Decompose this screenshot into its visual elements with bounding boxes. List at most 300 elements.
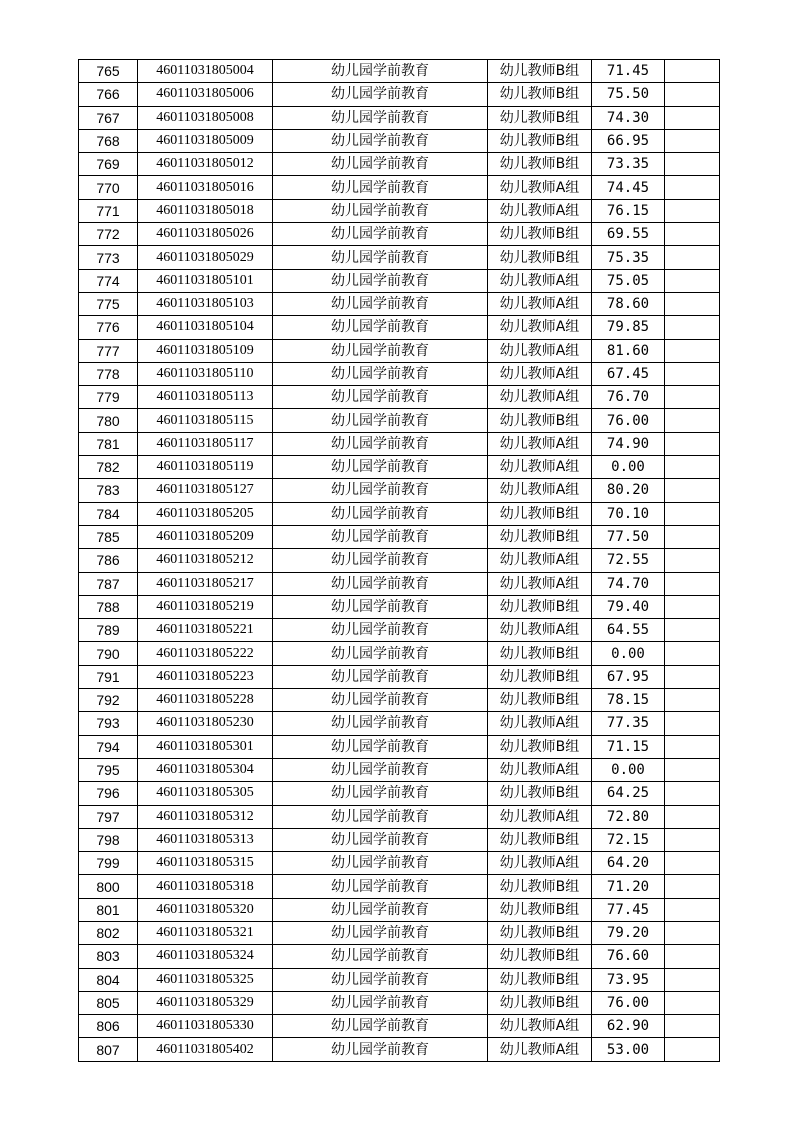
candidate-id: 46011031805104 [138, 316, 273, 339]
table-row [79, 712, 720, 735]
group-cell: 幼儿教师A组 [488, 176, 592, 199]
row-number: 773 [79, 246, 138, 269]
candidate-id: 46011031805127 [138, 479, 273, 502]
subject-cell: 幼儿园学前教育 [273, 1038, 488, 1061]
table-row [79, 852, 720, 875]
candidate-id: 46011031805004 [138, 60, 273, 83]
candidate-id: 46011031805228 [138, 689, 273, 712]
group-cell: 幼儿教师A组 [488, 1015, 592, 1038]
subject-cell: 幼儿园学前教育 [273, 316, 488, 339]
subject-cell: 幼儿园学前教育 [273, 223, 488, 246]
score-cell: 76.00 [592, 991, 665, 1014]
candidate-id: 46011031805321 [138, 921, 273, 944]
subject-cell: 幼儿园学前教育 [273, 432, 488, 455]
table-row [79, 129, 720, 152]
candidate-id: 46011031805012 [138, 153, 273, 176]
row-number: 801 [79, 898, 138, 921]
table-row [79, 665, 720, 688]
remark-cell [665, 339, 720, 362]
score-cell: 79.20 [592, 921, 665, 944]
candidate-id: 46011031805221 [138, 619, 273, 642]
row-number: 789 [79, 619, 138, 642]
table-row [79, 1015, 720, 1038]
row-number: 793 [79, 712, 138, 735]
row-number: 804 [79, 968, 138, 991]
table-row [79, 1038, 720, 1061]
row-number: 790 [79, 642, 138, 665]
candidate-id: 46011031805209 [138, 525, 273, 548]
candidate-id: 46011031805115 [138, 409, 273, 432]
row-number: 769 [79, 153, 138, 176]
group-cell: 幼儿教师B组 [488, 828, 592, 851]
score-cell: 81.60 [592, 339, 665, 362]
candidate-id: 46011031805109 [138, 339, 273, 362]
table-row [79, 456, 720, 479]
group-cell: 幼儿教师B组 [488, 898, 592, 921]
row-number: 781 [79, 432, 138, 455]
candidate-id: 46011031805006 [138, 83, 273, 106]
remark-cell [665, 945, 720, 968]
score-cell: 71.20 [592, 875, 665, 898]
remark-cell [665, 572, 720, 595]
row-number: 805 [79, 991, 138, 1014]
subject-cell: 幼儿园学前教育 [273, 642, 488, 665]
group-cell: 幼儿教师B组 [488, 83, 592, 106]
candidate-id: 46011031805008 [138, 106, 273, 129]
row-number: 803 [79, 945, 138, 968]
score-cell: 0.00 [592, 456, 665, 479]
candidate-id: 46011031805324 [138, 945, 273, 968]
group-cell: 幼儿教师B组 [488, 129, 592, 152]
subject-cell: 幼儿园学前教育 [273, 968, 488, 991]
group-cell: 幼儿教师B组 [488, 595, 592, 618]
row-number: 778 [79, 362, 138, 385]
subject-cell: 幼儿园学前教育 [273, 269, 488, 292]
subject-cell: 幼儿园学前教育 [273, 106, 488, 129]
score-cell: 76.00 [592, 409, 665, 432]
subject-cell: 幼儿园学前教育 [273, 805, 488, 828]
score-cell: 71.15 [592, 735, 665, 758]
group-cell: 幼儿教师B组 [488, 106, 592, 129]
table-row [79, 945, 720, 968]
score-cell: 62.90 [592, 1015, 665, 1038]
row-number: 800 [79, 875, 138, 898]
group-cell: 幼儿教师A组 [488, 362, 592, 385]
row-number: 776 [79, 316, 138, 339]
row-number: 791 [79, 665, 138, 688]
row-number: 806 [79, 1015, 138, 1038]
subject-cell: 幼儿园学前教育 [273, 479, 488, 502]
subject-cell: 幼儿园学前教育 [273, 60, 488, 83]
score-cell: 74.70 [592, 572, 665, 595]
remark-cell [665, 549, 720, 572]
row-number: 767 [79, 106, 138, 129]
group-cell: 幼儿教师A组 [488, 316, 592, 339]
candidate-id: 46011031805402 [138, 1038, 273, 1061]
subject-cell: 幼儿园学前教育 [273, 758, 488, 781]
remark-cell [665, 83, 720, 106]
row-number: 787 [79, 572, 138, 595]
subject-cell: 幼儿园学前教育 [273, 782, 488, 805]
subject-cell: 幼儿园学前教育 [273, 199, 488, 222]
table-row [79, 619, 720, 642]
score-cell: 0.00 [592, 642, 665, 665]
candidate-id: 46011031805119 [138, 456, 273, 479]
row-number: 768 [79, 129, 138, 152]
row-number: 783 [79, 479, 138, 502]
remark-cell [665, 246, 720, 269]
score-cell: 73.35 [592, 153, 665, 176]
candidate-id: 46011031805117 [138, 432, 273, 455]
row-number: 772 [79, 223, 138, 246]
candidate-id: 46011031805329 [138, 991, 273, 1014]
row-number: 792 [79, 689, 138, 712]
remark-cell [665, 269, 720, 292]
row-number: 795 [79, 758, 138, 781]
subject-cell: 幼儿园学前教育 [273, 246, 488, 269]
group-cell: 幼儿教师A组 [488, 292, 592, 315]
remark-cell [665, 409, 720, 432]
candidate-id: 46011031805217 [138, 572, 273, 595]
group-cell: 幼儿教师A组 [488, 456, 592, 479]
subject-cell: 幼儿园学前教育 [273, 828, 488, 851]
remark-cell [665, 316, 720, 339]
remark-cell [665, 642, 720, 665]
remark-cell [665, 153, 720, 176]
score-cell: 78.15 [592, 689, 665, 712]
table-row [79, 642, 720, 665]
table-row [79, 898, 720, 921]
group-cell: 幼儿教师B组 [488, 875, 592, 898]
subject-cell: 幼儿园学前教育 [273, 362, 488, 385]
remark-cell [665, 525, 720, 548]
subject-cell: 幼儿园学前教育 [273, 153, 488, 176]
score-cell: 79.40 [592, 595, 665, 618]
subject-cell: 幼儿园学前教育 [273, 339, 488, 362]
score-cell: 72.15 [592, 828, 665, 851]
subject-cell: 幼儿园学前教育 [273, 595, 488, 618]
group-cell: 幼儿教师B组 [488, 945, 592, 968]
score-cell: 0.00 [592, 758, 665, 781]
remark-cell [665, 362, 720, 385]
table-row [79, 991, 720, 1014]
group-cell: 幼儿教师B组 [488, 735, 592, 758]
subject-cell: 幼儿园学前教育 [273, 572, 488, 595]
score-cell: 64.55 [592, 619, 665, 642]
group-cell: 幼儿教师A组 [488, 758, 592, 781]
score-cell: 77.45 [592, 898, 665, 921]
candidate-id: 46011031805009 [138, 129, 273, 152]
subject-cell: 幼儿园学前教育 [273, 502, 488, 525]
score-cell: 76.60 [592, 945, 665, 968]
remark-cell [665, 176, 720, 199]
score-cell: 76.70 [592, 386, 665, 409]
row-number: 796 [79, 782, 138, 805]
candidate-id: 46011031805325 [138, 968, 273, 991]
table-row [79, 199, 720, 222]
candidate-id: 46011031805110 [138, 362, 273, 385]
remark-cell [665, 991, 720, 1014]
subject-cell: 幼儿园学前教育 [273, 852, 488, 875]
table-row [79, 572, 720, 595]
group-cell: 幼儿教师B组 [488, 642, 592, 665]
candidate-id: 46011031805312 [138, 805, 273, 828]
remark-cell [665, 619, 720, 642]
candidate-id: 46011031805205 [138, 502, 273, 525]
remark-cell [665, 595, 720, 618]
remark-cell [665, 223, 720, 246]
remark-cell [665, 735, 720, 758]
row-number: 786 [79, 549, 138, 572]
score-cell: 77.35 [592, 712, 665, 735]
remark-cell [665, 665, 720, 688]
remark-cell [665, 129, 720, 152]
remark-cell [665, 456, 720, 479]
subject-cell: 幼儿园学前教育 [273, 991, 488, 1014]
subject-cell: 幼儿园学前教育 [273, 456, 488, 479]
remark-cell [665, 712, 720, 735]
row-number: 797 [79, 805, 138, 828]
subject-cell: 幼儿园学前教育 [273, 129, 488, 152]
table-row [79, 60, 720, 83]
candidate-id: 46011031805304 [138, 758, 273, 781]
table-row [79, 828, 720, 851]
row-number: 799 [79, 852, 138, 875]
candidate-id: 46011031805026 [138, 223, 273, 246]
table-row [79, 689, 720, 712]
score-cell: 67.45 [592, 362, 665, 385]
group-cell: 幼儿教师A组 [488, 432, 592, 455]
remark-cell [665, 199, 720, 222]
candidate-id: 46011031805113 [138, 386, 273, 409]
remark-cell [665, 60, 720, 83]
row-number: 788 [79, 595, 138, 618]
score-table-body [79, 60, 720, 1062]
table-row [79, 223, 720, 246]
group-cell: 幼儿教师A组 [488, 572, 592, 595]
subject-cell: 幼儿园学前教育 [273, 689, 488, 712]
group-cell: 幼儿教师B组 [488, 525, 592, 548]
score-cell: 71.45 [592, 60, 665, 83]
subject-cell: 幼儿园学前教育 [273, 898, 488, 921]
table-row [79, 83, 720, 106]
subject-cell: 幼儿园学前教育 [273, 1015, 488, 1038]
score-cell: 66.95 [592, 129, 665, 152]
row-number: 765 [79, 60, 138, 83]
subject-cell: 幼儿园学前教育 [273, 549, 488, 572]
score-table [78, 59, 720, 1062]
group-cell: 幼儿教师B组 [488, 689, 592, 712]
row-number: 807 [79, 1038, 138, 1061]
row-number: 794 [79, 735, 138, 758]
table-row [79, 432, 720, 455]
remark-cell [665, 875, 720, 898]
table-row [79, 106, 720, 129]
score-cell: 73.95 [592, 968, 665, 991]
subject-cell: 幼儿园学前教育 [273, 176, 488, 199]
candidate-id: 46011031805318 [138, 875, 273, 898]
group-cell: 幼儿教师B组 [488, 153, 592, 176]
table-row [79, 479, 720, 502]
row-number: 775 [79, 292, 138, 315]
score-cell: 75.50 [592, 83, 665, 106]
score-cell: 72.55 [592, 549, 665, 572]
table-row [79, 292, 720, 315]
table-row [79, 805, 720, 828]
row-number: 766 [79, 83, 138, 106]
row-number: 777 [79, 339, 138, 362]
subject-cell: 幼儿园学前教育 [273, 292, 488, 315]
group-cell: 幼儿教师B组 [488, 223, 592, 246]
remark-cell [665, 782, 720, 805]
candidate-id: 46011031805230 [138, 712, 273, 735]
candidate-id: 46011031805029 [138, 246, 273, 269]
subject-cell: 幼儿园学前教育 [273, 665, 488, 688]
candidate-id: 46011031805305 [138, 782, 273, 805]
remark-cell [665, 968, 720, 991]
subject-cell: 幼儿园学前教育 [273, 386, 488, 409]
group-cell: 幼儿教师B组 [488, 782, 592, 805]
table-row [79, 782, 720, 805]
remark-cell [665, 758, 720, 781]
group-cell: 幼儿教师B组 [488, 60, 592, 83]
candidate-id: 46011031805301 [138, 735, 273, 758]
row-number: 780 [79, 409, 138, 432]
candidate-id: 46011031805103 [138, 292, 273, 315]
group-cell: 幼儿教师A组 [488, 199, 592, 222]
candidate-id: 46011031805212 [138, 549, 273, 572]
score-cell: 80.20 [592, 479, 665, 502]
candidate-id: 46011031805018 [138, 199, 273, 222]
candidate-id: 46011031805016 [138, 176, 273, 199]
table-row [79, 595, 720, 618]
score-cell: 77.50 [592, 525, 665, 548]
group-cell: 幼儿教师A组 [488, 1038, 592, 1061]
remark-cell [665, 479, 720, 502]
score-cell: 78.60 [592, 292, 665, 315]
row-number: 770 [79, 176, 138, 199]
remark-cell [665, 502, 720, 525]
table-row [79, 269, 720, 292]
row-number: 779 [79, 386, 138, 409]
table-row [79, 875, 720, 898]
candidate-id: 46011031805315 [138, 852, 273, 875]
row-number: 782 [79, 456, 138, 479]
table-row [79, 316, 720, 339]
score-cell: 69.55 [592, 223, 665, 246]
score-cell: 70.10 [592, 502, 665, 525]
table-row [79, 525, 720, 548]
group-cell: 幼儿教师B组 [488, 991, 592, 1014]
candidate-id: 46011031805320 [138, 898, 273, 921]
table-row [79, 549, 720, 572]
group-cell: 幼儿教师B组 [488, 409, 592, 432]
score-cell: 64.20 [592, 852, 665, 875]
remark-cell [665, 828, 720, 851]
score-cell: 79.85 [592, 316, 665, 339]
remark-cell [665, 1015, 720, 1038]
candidate-id: 46011031805222 [138, 642, 273, 665]
group-cell: 幼儿教师A组 [488, 852, 592, 875]
candidate-id: 46011031805219 [138, 595, 273, 618]
subject-cell: 幼儿园学前教育 [273, 712, 488, 735]
subject-cell: 幼儿园学前教育 [273, 921, 488, 944]
group-cell: 幼儿教师B组 [488, 246, 592, 269]
score-cell: 64.25 [592, 782, 665, 805]
remark-cell [665, 292, 720, 315]
score-cell: 74.90 [592, 432, 665, 455]
group-cell: 幼儿教师A组 [488, 712, 592, 735]
remark-cell [665, 805, 720, 828]
subject-cell: 幼儿园学前教育 [273, 875, 488, 898]
row-number: 785 [79, 525, 138, 548]
subject-cell: 幼儿园学前教育 [273, 735, 488, 758]
subject-cell: 幼儿园学前教育 [273, 83, 488, 106]
group-cell: 幼儿教师A组 [488, 386, 592, 409]
group-cell: 幼儿教师A组 [488, 339, 592, 362]
table-row [79, 362, 720, 385]
score-cell: 67.95 [592, 665, 665, 688]
table-row [79, 339, 720, 362]
table-row [79, 153, 720, 176]
candidate-id: 46011031805101 [138, 269, 273, 292]
table-row [79, 409, 720, 432]
candidate-id: 46011031805313 [138, 828, 273, 851]
subject-cell: 幼儿园学前教育 [273, 945, 488, 968]
row-number: 774 [79, 269, 138, 292]
group-cell: 幼儿教师B组 [488, 502, 592, 525]
row-number: 771 [79, 199, 138, 222]
subject-cell: 幼儿园学前教育 [273, 619, 488, 642]
group-cell: 幼儿教师B组 [488, 921, 592, 944]
row-number: 802 [79, 921, 138, 944]
score-cell: 75.35 [592, 246, 665, 269]
subject-cell: 幼儿园学前教育 [273, 409, 488, 432]
score-cell: 76.15 [592, 199, 665, 222]
table-row [79, 735, 720, 758]
row-number: 798 [79, 828, 138, 851]
group-cell: 幼儿教师A组 [488, 805, 592, 828]
group-cell: 幼儿教师B组 [488, 968, 592, 991]
remark-cell [665, 106, 720, 129]
score-cell: 74.45 [592, 176, 665, 199]
remark-cell [665, 432, 720, 455]
candidate-id: 46011031805223 [138, 665, 273, 688]
table-row [79, 246, 720, 269]
subject-cell: 幼儿园学前教育 [273, 525, 488, 548]
remark-cell [665, 921, 720, 944]
row-number: 784 [79, 502, 138, 525]
score-cell: 72.80 [592, 805, 665, 828]
table-row [79, 176, 720, 199]
table-row [79, 968, 720, 991]
remark-cell [665, 898, 720, 921]
table-row [79, 758, 720, 781]
remark-cell [665, 386, 720, 409]
score-cell: 74.30 [592, 106, 665, 129]
group-cell: 幼儿教师A组 [488, 269, 592, 292]
table-row [79, 386, 720, 409]
table-row [79, 502, 720, 525]
score-cell: 75.05 [592, 269, 665, 292]
group-cell: 幼儿教师A组 [488, 619, 592, 642]
remark-cell [665, 1038, 720, 1061]
score-cell: 53.00 [592, 1038, 665, 1061]
remark-cell [665, 852, 720, 875]
group-cell: 幼儿教师A组 [488, 479, 592, 502]
group-cell: 幼儿教师B组 [488, 665, 592, 688]
group-cell: 幼儿教师A组 [488, 549, 592, 572]
